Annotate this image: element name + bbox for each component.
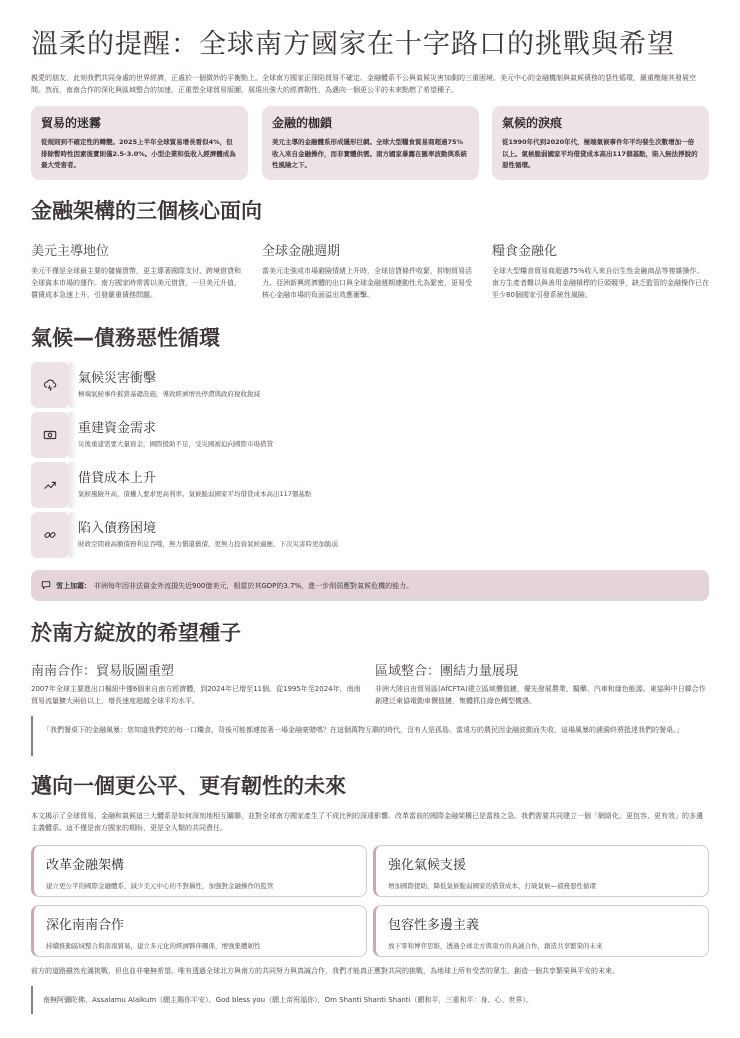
action-desc: 建立更公平的國際金融體系，減少美元中心的不對稱性，加強對金融操作的監管 [46,882,274,890]
column-title: 糧食金融化 [492,244,558,259]
cycle-step [31,412,709,458]
action-title: 深化南南合作 [46,918,125,933]
money-icon [31,412,69,458]
action-box [373,845,709,897]
outro-paragraph: 前方的道路雖然充滿挑戰，但也並非毫無希望。唯有透過全球北方與南方的共同努力與真誠合作，我們才能真正應對共同的挑戰，為地球上所有受苦的眾生，創造一個共享繁榮與平安的未來。 [31,967,619,975]
action-box [373,905,709,957]
action-title: 強化氣候支援 [388,858,467,873]
action-box [31,845,367,897]
blockquote: 「我們餐桌下的金融風暴：您知道我們吃的每一口糧食，背後可能都連接著一場金融豪賭嗎？在這個萬物互聯的時代，沒有人是孤島。當遠方的農民因金融波動而失收，這場風暴的漣漪終將抵達我們的餐桌。」 [31,716,709,756]
page-title: 溫柔的提醒：全球南方國家在十字路口的挑戰與希望 [31,29,675,60]
cycle-step-title: 氣候災害衝擊 [78,371,157,386]
action-title: 包容性多邊主義 [388,918,480,933]
card-desc: 美元主導的金融體系形成隱形巨網。全球大型糧食貿易商超過75%收入來自金融操作，而非實體供需。南方國家暴露在匯率波動與系統性風險之下。 [272,138,467,169]
card-desc: 從1990年代到2020年代，極端氣候事件年平均發生次數增加一倍以上。氣候脆弱國家平均借貸成本高出117個基點，陷入無法掙脫的惡性循環。 [502,138,698,169]
comment-icon [41,580,51,592]
storm-cloud-icon [31,362,69,408]
section-heading-finance: 金融架構的三個核心面向 [31,199,262,223]
action-title: 改革金融架構 [46,858,125,873]
card-title: 氣候的淚痕 [502,116,563,130]
card-finance [262,106,479,180]
chain-icon [31,512,69,558]
section-heading-future: 邁向一個更公平、更有韌性的未來 [31,774,346,798]
action-desc: 增加國際援助，降低氣候脆弱國家的借貸成本，打破氣候—債務惡性循環 [388,882,596,890]
card-title: 金融的枷鎖 [272,116,333,130]
column-desc: 2007年全球主要進出口樞紐中僅6個來自南方經濟體，到2024年已增至11個。從1995年至2024年，南南貿易流量擴大兩倍以上，增長速度超越全球平均水平。 [31,685,361,705]
cycle-step-desc: 氣候風險升高，債權人要求更高利率。氣候脆弱國家平均借貸成本高出117個基點 [78,490,312,498]
callout-note [31,570,709,601]
card-climate [492,106,709,180]
cycle-step-desc: 財政空間被高額債務利息吞噬，無力償還舊債，更無力投資氣候適應，下次災害時更加脆弱 [78,540,338,548]
trending-up-icon [31,462,69,508]
cycle-step [31,512,709,558]
cycle-step-title: 借貸成本上升 [78,471,157,486]
column-title: 美元主導地位 [31,244,110,259]
note-text: 非洲每年因非法資金外流損失近900億美元，相當於其GDP的3.7%，進一步削弱應對氣候危機的能力。 [94,581,414,590]
section-heading-hope: 於南方綻放的希望種子 [31,621,241,645]
cycle-step-title: 陷入債務困境 [78,521,157,536]
column-desc: 美元不僅是全球最主要的儲備貨幣，更主導著國際支付、跨境借貸和全球資本市場的運作。南方國家時常需以美元借貸，一旦美元升值，償債成本急速上升，引發嚴重債務問題。 [31,267,241,299]
column-title: 全球金融週期 [262,244,341,259]
cycle-step [31,462,709,508]
column-desc: 非洲大陸自由貿易區(AfCFTA)建立區域價值鏈，優先發展農業、醫藥、汽車和綠色能源。東協與中日韓合作創建泛東協電動車價值鏈，集體抓住綠色轉型機遇。 [375,685,706,705]
future-intro: 本文揭示了全球貿易、金融和氣候這三大體系是如何深刻地相互關聯，並對全球南方國家產生了不成比例的深遠影響。改革當前的國際金融架構已是當務之急。我們需要共同建立一個「網絡化、更包容、更有效」的多邊主義體系。這不僅是南方國家的期盼，更是全人類的共同責任。 [31,812,703,832]
column-title: 區域整合：團結力量展現 [375,664,519,679]
cycle-step-desc: 災後重建需要大量資金，國際援助不足，受災國被迫向國際市場借貸 [78,440,273,448]
column-title: 南南合作：貿易版圖重塑 [31,664,175,679]
action-box [31,905,367,957]
cycle-step-title: 重建資金需求 [78,421,157,436]
column-desc: 當美元走強或市場避險情緒上升時，全球信貸條件收緊，抑制貿易活力。亞洲新興經濟體的出口與全球金融週期連動性尤為緊密，更易受核心金融市場的負面溢出效應衝擊。 [262,267,472,299]
card-trade [31,106,248,180]
intro-paragraph: 親愛的朋友，此刻我們共同身處的世界經濟，正處於一個微妙的平衡點上。全球南方國家正深陷貿易不確定、金融體系不公與氣候災害加劇的三重困境。美元中心的金融機制與氣候債務的惡性循環，嚴重壓縮其發展空間。然而，南南合作的深化與區域整合的加速，正重塑全球貿易版圖，展現出強大的經濟韌性，為邁向一個更公平的未來點燃了希望種子。 [31,74,696,94]
card-title: 貿易的迷霧 [41,116,102,130]
cycle-step-desc: 極端氣候事件摧毀基礎設施，導致經濟增長停滯與政府稅收銳減 [78,390,260,398]
action-desc: 持續推動區域整合與南南貿易，建立多元化的經濟夥伴關係，增強集體韌性 [46,942,261,950]
section-heading-climate-debt: 氣候—債務惡性循環 [31,326,220,350]
action-desc: 放下零和博弈思維，透過全球北方與南方的真誠合作，創造共享繁榮的未來 [388,942,603,950]
cycle-step [31,362,709,408]
note-label: 雪上加霜： [56,581,91,590]
card-desc: 從規則到不確定性的轉變。2025上半年全球貿易增長看似4%，但排除暫時性因素後實則僅2.5-3.0%。小型企業和低收入經濟體成為最大受害者。 [41,138,236,169]
column-desc: 全球大型糧食貿易商超過75%收入來自衍生性金融商品等複雜操作。南方生產者難以與善用金融槓桿的巨頭競爭，缺乏監管的金融操作已在至少80個國家引發系統性風險。 [492,267,709,299]
blessing-quote: 南無阿彌陀佛，Assalamu Alaikum（願主賜你平安），God bless you（願上帝祝福你），Om Shanti Shanti Shanti（願和平，三重和平：身、心、世界）。 [31,986,709,1014]
